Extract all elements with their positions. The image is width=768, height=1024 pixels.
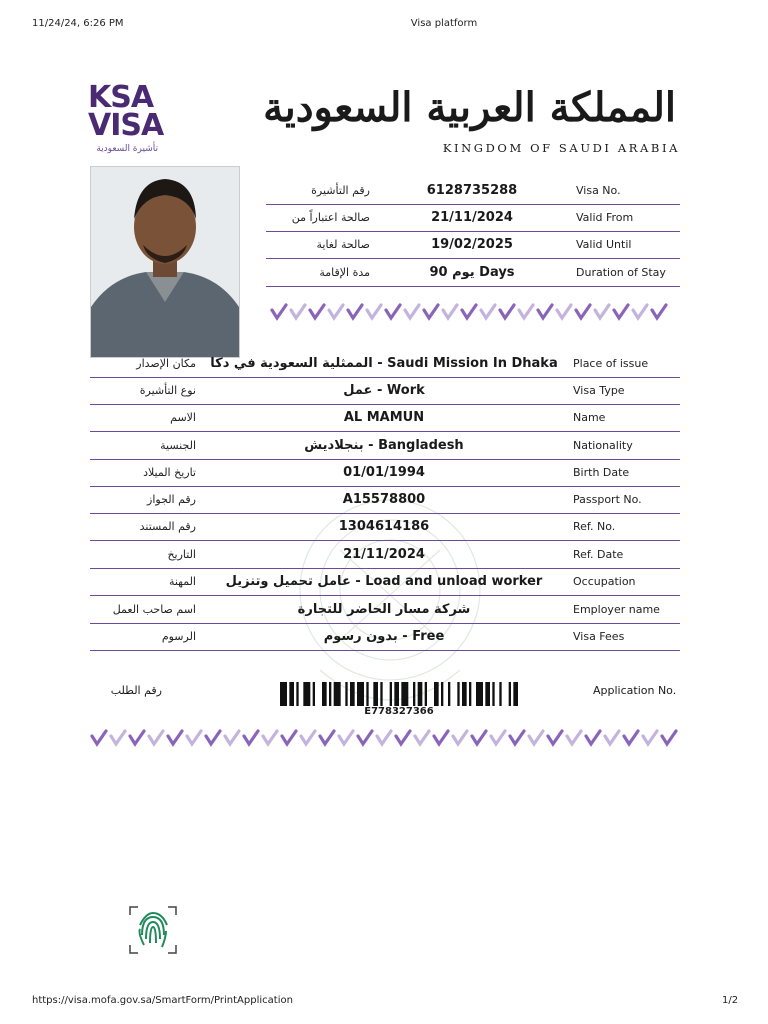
application-barcode [280,682,518,706]
check-mark-icon [299,728,318,748]
check-mark-icon [479,302,498,322]
check-mark-icon [641,728,660,748]
field-label-ar: الاسم [170,411,196,424]
field-label-ar: المهنة [168,575,196,588]
applicant-photo [90,166,240,358]
field-value: عمل - Work [343,383,425,398]
field-row [90,460,680,487]
fingerprint-icon [128,905,178,955]
field-label-en: Valid Until [576,238,632,251]
kingdom-arabic: المملكة العربية السعودية [263,84,676,131]
field-row [90,597,680,624]
field-label-en: Birth Date [573,466,630,479]
field-row [90,624,680,651]
check-mark-icon [574,302,593,322]
check-mark-icon [422,302,441,322]
field-value: شركة مسار الحاضر للتجارة [297,602,471,617]
check-mark-icon [375,728,394,748]
field-value: 21/11/2024 [431,210,513,225]
field-label-en: Name [573,411,606,424]
field-label-en: Valid From [576,211,634,224]
check-mark-icon [432,728,451,748]
check-mark-icon [308,302,327,322]
logo-line-2: VISA [88,108,164,143]
check-mark-icon [622,728,641,748]
field-label-ar: رقم المستند [139,520,196,533]
check-mark-icon [327,302,346,322]
check-mark-icon [261,728,280,748]
check-mark-icon [109,728,128,748]
check-mark-icon [460,302,479,322]
check-mark-icon [280,728,299,748]
check-mark-icon [555,302,574,322]
field-label-ar: صالحة اعتباراً من [291,211,370,224]
check-mark-icon [242,728,261,748]
check-mark-icon [90,728,109,748]
field-label-ar: تاريخ الميلاد [143,466,196,479]
field-label-ar: رقم الجواز [147,493,196,506]
field-value: 19/02/2025 [431,237,513,252]
field-label-en: Visa Fees [573,630,625,643]
check-mark-icon [593,302,612,322]
field-row [90,569,680,596]
field-row [90,514,680,541]
field-label-en: Visa Type [573,384,625,397]
field-value: AL MAMUN [343,410,425,425]
check-mark-icon [147,728,166,748]
check-mark-icon [289,302,308,322]
check-mark-icon [527,728,546,748]
field-label-en: Occupation [573,575,636,588]
application-label-ar: رقم الطلب [110,684,162,697]
kingdom-english: KINGDOM OF SAUDI ARABIA [442,141,680,155]
check-mark-icon [546,728,565,748]
check-mark-icon [223,728,242,748]
field-row [90,487,680,514]
field-row [90,433,680,460]
check-mark-icon [451,728,470,748]
check-mark-icon [603,728,622,748]
check-mark-icon [650,302,669,322]
check-mark-icon [441,302,460,322]
check-mark-icon [356,728,375,748]
field-label-en: Passport No. [573,493,642,506]
field-label-ar: صالحة لغاية [316,238,370,251]
decorative-check-row [90,728,679,748]
field-value: 01/01/1994 [343,465,425,480]
print-page-number: 1/2 [722,995,739,1006]
field-label-en: Visa No. [576,184,621,197]
field-value: 21/11/2024 [343,547,425,562]
field-label-ar: مكان الإصدار [136,357,196,370]
field-value: 6128735288 [426,183,518,198]
check-mark-icon [489,728,508,748]
field-valid-from [266,205,680,232]
field-value: 1304614186 [338,519,430,534]
decorative-check-row [270,302,669,322]
field-label-en: Place of issue [573,357,649,370]
check-mark-icon [394,728,413,748]
field-label-ar: التاريخ [167,548,196,561]
field-value: A15578800 [342,492,426,507]
application-label-en: Application No. [593,684,677,697]
field-duration [266,260,680,287]
application-number: E778327366 [364,706,434,717]
field-label-ar: نوع التأشيرة [139,384,196,397]
check-mark-icon [470,728,489,748]
field-label-en: Ref. Date [573,548,624,561]
check-mark-icon [166,728,185,748]
field-label-ar: رقم التأشيرة [311,184,370,197]
print-url: https://visa.mofa.gov.sa/SmartForm/PrintApplication [32,995,293,1006]
field-valid-until [266,232,680,259]
check-mark-icon [185,728,204,748]
field-label-en: Ref. No. [573,520,616,533]
field-label-ar: الجنسية [160,439,196,452]
check-mark-icon [384,302,403,322]
check-mark-icon [565,728,584,748]
check-mark-icon [413,728,432,748]
print-title: Visa platform [410,18,478,29]
check-mark-icon [536,302,555,322]
logo-tagline: تأشيرة السعودية [96,144,158,154]
field-row [90,378,680,405]
field-row [90,405,680,432]
field-row [90,351,680,378]
check-mark-icon [365,302,384,322]
field-value: 90 يوم Days [429,265,515,280]
field-label-en: Nationality [573,439,633,452]
field-label-ar: مدة الإقامة [319,266,370,279]
field-value: بنجلاديش - Bangladesh [304,438,464,453]
field-label-en: Duration of Stay [576,266,666,279]
field-row [90,542,680,569]
check-mark-icon [337,728,356,748]
check-mark-icon [631,302,650,322]
check-mark-icon [498,302,517,322]
check-mark-icon [270,302,289,322]
check-mark-icon [660,728,679,748]
check-mark-icon [508,728,527,748]
field-value: عامل تحميل وتنزيل - Load and unload worker [225,574,543,589]
check-mark-icon [612,302,631,322]
check-mark-icon [318,728,337,748]
check-mark-icon [403,302,422,322]
check-mark-icon [204,728,223,748]
check-mark-icon [517,302,536,322]
check-mark-icon [584,728,603,748]
ksa-visa-logo [88,80,172,154]
check-mark-icon [128,728,147,748]
field-label-en: Employer name [573,603,660,616]
field-label-ar: اسم صاحب العمل [112,603,196,616]
print-datetime: 11/24/24, 6:26 PM [32,18,124,29]
field-visa-no [266,178,680,205]
check-mark-icon [346,302,365,322]
field-label-ar: الرسوم [161,630,196,643]
field-value: الممثلية السعودية في دكا - Saudi Mission In Dhaka [210,356,558,371]
logo-line-1: KSA [88,80,154,115]
field-value: بدون رسوم - Free [323,629,445,644]
